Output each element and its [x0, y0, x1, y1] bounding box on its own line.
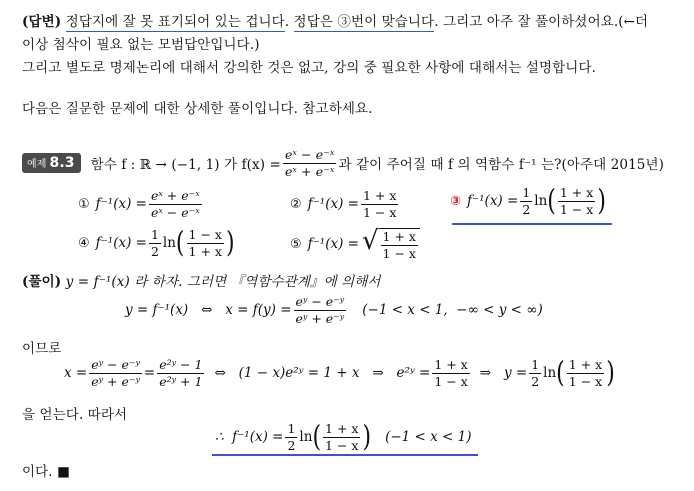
choice-2: ② f⁻¹(x) = $\frac{1 + x}{1 - x}$	[290, 188, 397, 220]
question-pre: 함수 f : ℝ → (−1, 1) 가 f(x) =	[90, 157, 281, 174]
question-post: 과 같이 주어질 때 f 의 역함수 f⁻¹ 는?(아주대 2015년)	[338, 157, 664, 174]
answer-line-3: 그리고 별도로 명제논리에 대해서 강의한 것은 없고, 강의 중 필요한 사항에 대해서는 설명합니다.	[22, 60, 596, 76]
choice-3-correct: ③ f⁻¹(x) = $\frac{1}{2}$ ln ( $\frac{1 + x}{1 - x}$ )	[450, 185, 606, 218]
choice-5: ⑤ f⁻¹(x) = √ $\frac{1 + x}{1 - x}$	[290, 228, 420, 261]
end-text: 이다. ■	[22, 464, 70, 480]
solution-intro: (풀이) y = f⁻¹(x) 라 하자. 그러면 『역함수관계』에 의해서	[22, 274, 381, 290]
equation-2: x = $\frac{\text{eʸ − e⁻ʸ}}{\text{eʸ + e⁻ʸ}}$ = $\frac{\text{e²ʸ − 1}}{\text{e²ʸ + 1}}$ ⇔ (1 − x)e²ʸ = 1 + x ⇒ e²ʸ = $\frac{1 + x}{1 - x}$ ⇒ y = $\frac{1}{2}$ ln ( $\frac{1 + x}{1 - x}$ )	[64, 357, 615, 390]
equation-1: y = f⁻¹(x) ⇔ x = f(y) = $\frac{\text{eʸ − e⁻ʸ}}{\text{eʸ + e⁻ʸ}}$ (−1 < x < 1, −∞ < y < ∞)	[125, 294, 543, 326]
choice-4: ④ f⁻¹(x) = $\frac{1}{2}$ ln ( $\frac{1 - x}{1 + x}$ )	[78, 227, 235, 260]
solution-tag: (풀이)	[22, 274, 62, 290]
therefore-word: 이므로	[22, 341, 62, 357]
answer-line-4: 다음은 질문한 문제에 대한 상세한 풀이입니다. 참고하세요.	[22, 101, 373, 117]
choice-3-underline	[452, 223, 612, 225]
choice-1: ① f⁻¹(x) = $\frac{\text{eˣ + e⁻ˣ}}{\text{eˣ − e⁻ˣ}}$	[78, 188, 200, 220]
answer-seg2: .	[284, 14, 294, 30]
obtain-text: 을 얻는다. 따라서	[22, 407, 128, 423]
example-question	[22, 148, 664, 179]
example-badge: 예제 8.3	[22, 153, 81, 173]
answer-tag: (답변)	[22, 14, 62, 30]
final-result-underline	[212, 454, 478, 456]
answer-seg4: . 그리고 아주 잘 풀이하셨어요.(←더	[434, 14, 649, 30]
answer-line-2: 이상 첨삭이 필요 없는 모범답안입니다.)	[22, 37, 260, 53]
final-result: ∴ f⁻¹(x) = $\frac{1}{2}$ ln ( $\frac{1 + x}{1 - x}$ ) (−1 < x < 1)	[215, 421, 472, 454]
answer-line-1	[22, 10, 648, 30]
answer-underlined-2: 정답은 ③번이 맞습니다	[293, 14, 435, 30]
question-fraction: $\frac{\text{eˣ − e⁻ˣ}}{\text{eˣ + e⁻ˣ}}$	[284, 147, 335, 179]
answer-underlined-1: 정답지에 잘 못 표기되어 있는 겁니다	[65, 14, 285, 30]
